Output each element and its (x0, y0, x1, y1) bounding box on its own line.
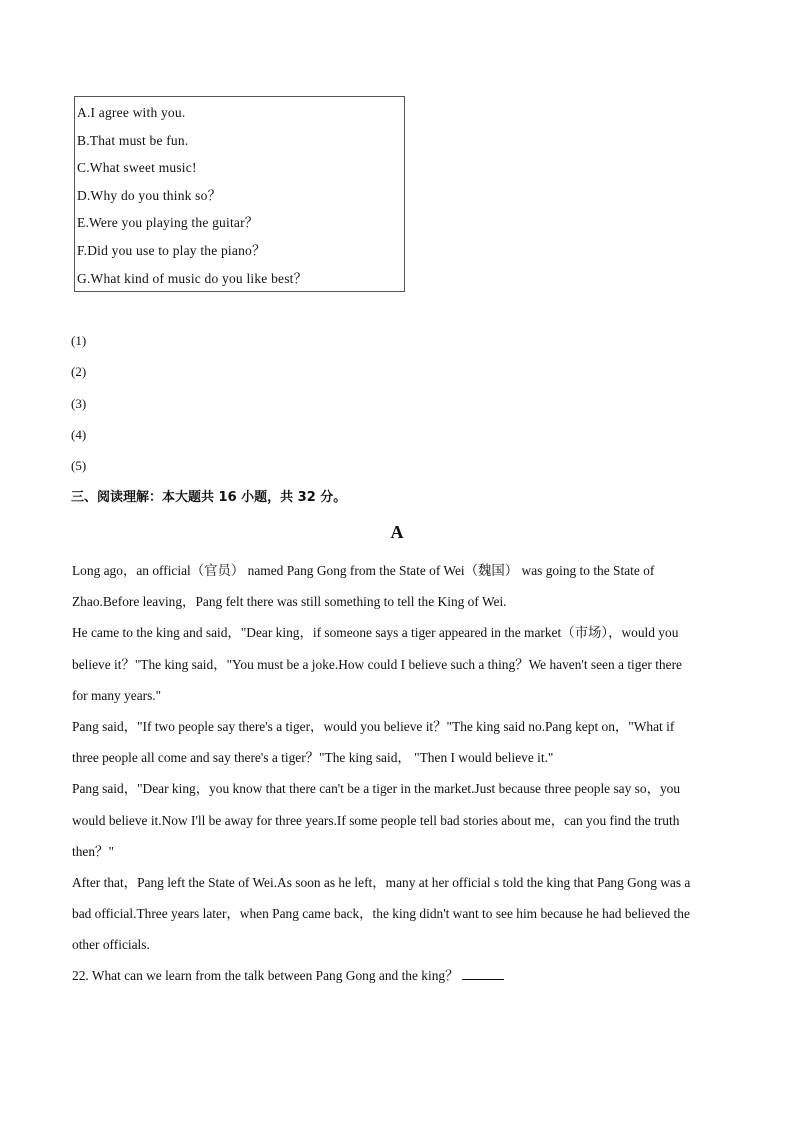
passage-line: bad official.Three years later，when Pang came back，the king didn't want to see him because he had believed the (72, 906, 690, 922)
answer-options-box (74, 96, 405, 292)
option-c: C.What sweet music! (77, 160, 197, 176)
option-g: G.What kind of music do you like best？ (77, 270, 308, 286)
passage-line: would believe it.Now I'll be away for three years.If some people tell bad stories about me，can you find the truth (72, 812, 680, 828)
passage-line: Pang said，"If two people say there's a tiger，would you believe it？"The king said no.Pang kept on，"What if (72, 718, 675, 734)
option-d: D.Why do you think so？ (77, 187, 222, 203)
passage-line: other officials. (72, 937, 150, 953)
passage-line: He came to the king and said，"Dear king，if someone says a tiger appeared in the market（市场），would you (72, 625, 679, 641)
option-a: A.I agree with you. (77, 105, 186, 120)
passage-line: Pang said，"Dear king，you know that there can't be a tiger in the market.Just because three people say so，you (72, 781, 681, 797)
option-f: F.Did you use to play the piano？ (77, 242, 266, 258)
passage-line: believe it？"The king said，"You must be a joke.How could I believe such a thing？We haven't seen a tiger there (72, 656, 682, 672)
answer-blank[interactable] (462, 965, 504, 980)
blank-list (71, 330, 86, 486)
passage-title: A (390, 522, 404, 542)
blank-4: (4) (71, 426, 87, 442)
passage-line: Zhao.Before leaving，Pang felt there was still something to tell the King of Wei. (72, 594, 507, 610)
passage-line: three people all come and say there's a tiger？"The king said， "Then I would believe it." (72, 750, 554, 766)
option-e: E.Were you playing the guitar？ (77, 215, 259, 231)
section-heading: 三、阅读理解：本大题共 16 小题，共 32 分。 (71, 490, 347, 505)
passage-line: Long ago，an official（官员） named Pang Gong from the State of Wei（魏国） was going to the State of (72, 563, 655, 578)
blank-2: (2) (71, 364, 87, 380)
question-22 (72, 960, 722, 991)
option-b: B.That must be fun. (77, 132, 189, 148)
blank-1: (1) (71, 333, 87, 348)
passage-line: then？" (72, 843, 114, 859)
passage-line: After that，Pang left the State of Wei.As soon as he left，many at her official s told the king that Pang Gong was a (72, 874, 691, 890)
question-text: 22. What can we learn from the talk between Pang Gong and the king？ (72, 968, 459, 984)
blank-5: (5) (71, 458, 87, 474)
blank-3: (3) (71, 395, 87, 411)
reading-passage (72, 555, 722, 992)
passage-line: for many years." (72, 687, 162, 703)
